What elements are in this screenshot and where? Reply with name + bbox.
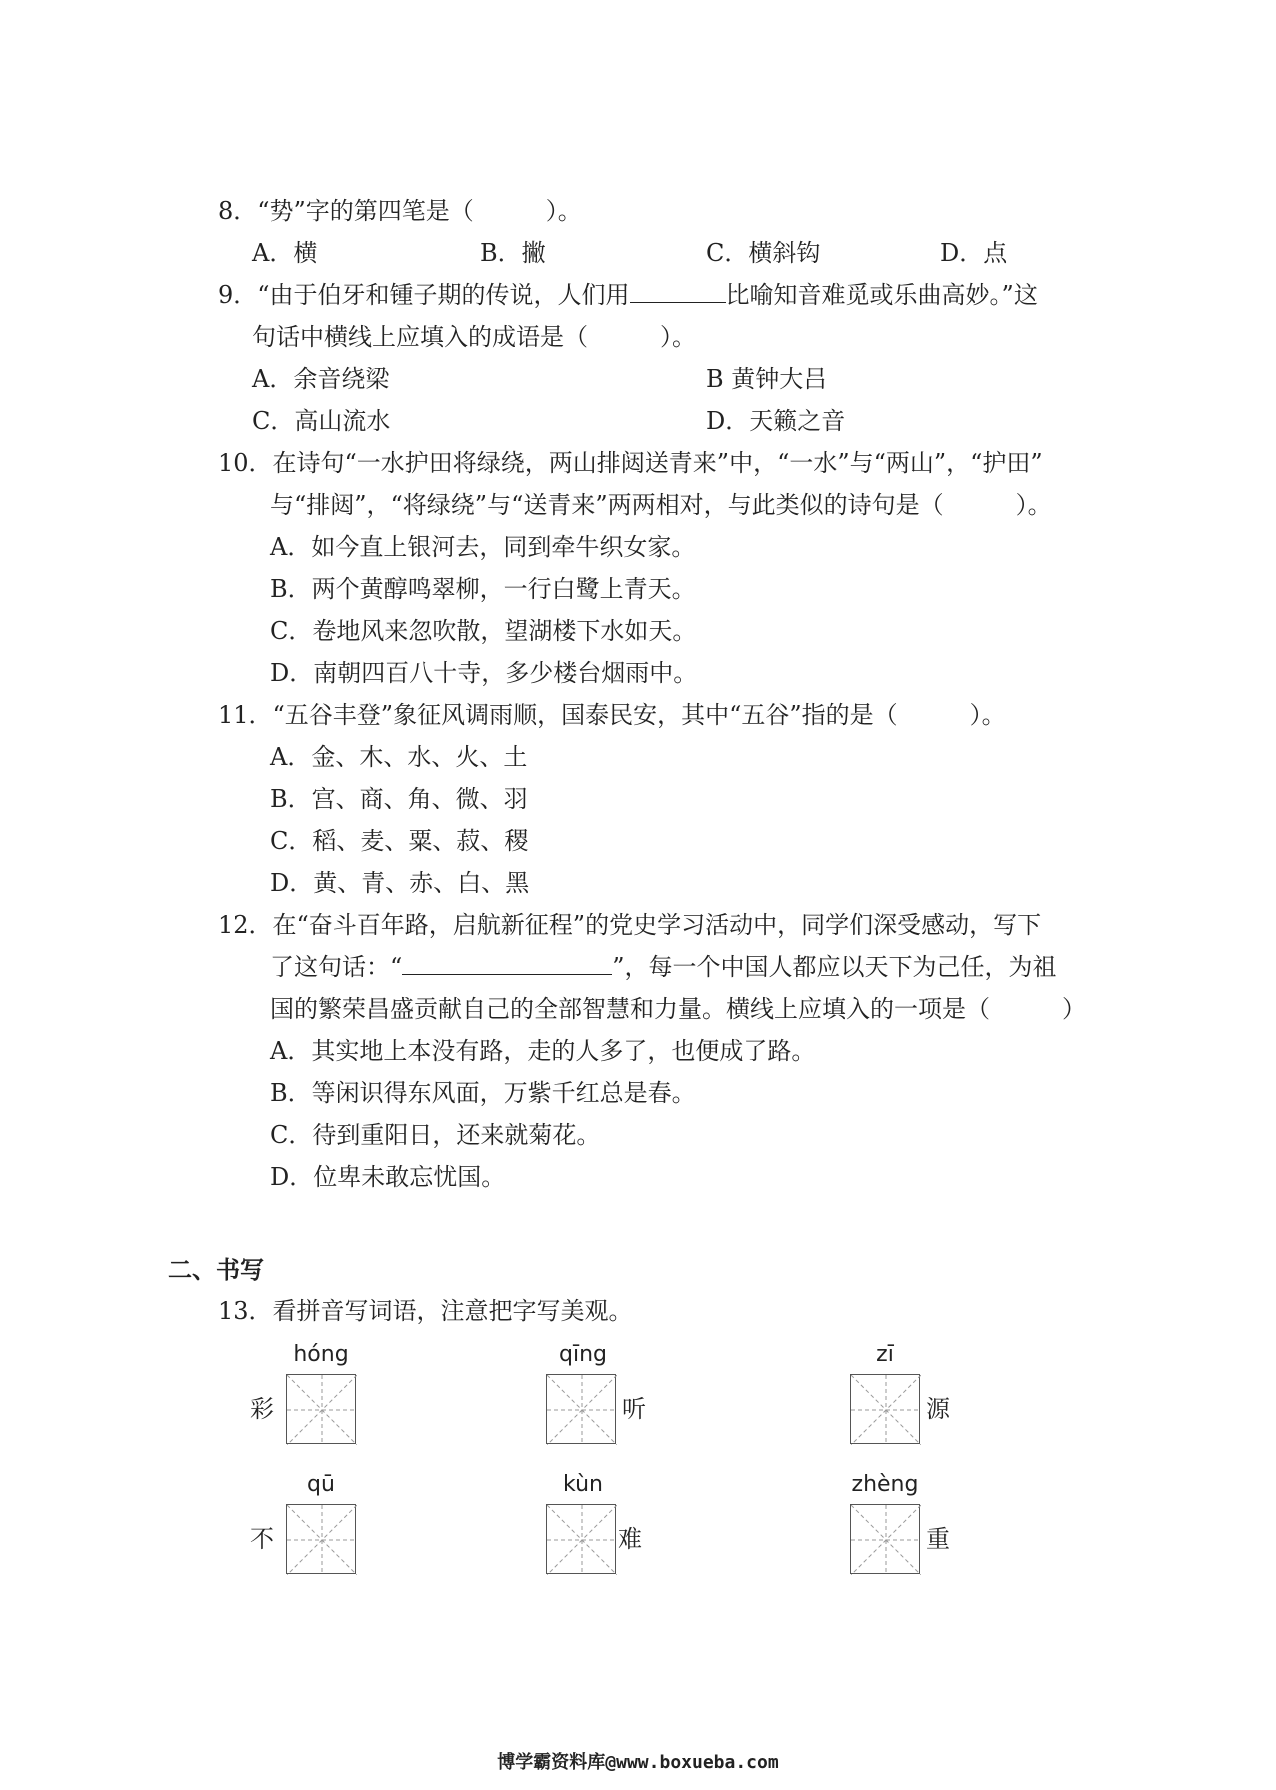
q13-char-4: 不	[250, 1525, 274, 1553]
q12-stem-line2	[270, 952, 1057, 982]
q9-stem-line2: 句话中横线上应填入的成语是（ ）。	[252, 323, 696, 351]
q8-option-b[interactable]: B．撇	[480, 239, 546, 267]
q12-stem-line1: 12．在“奋斗百年路，启航新征程”的党史学习活动中，同学们深受感动，写下	[218, 911, 1042, 939]
q13-char-1: 彩	[250, 1395, 274, 1423]
q10-stem-line1: 10．在诗句“一水护田将绿绕，两山排闼送青来”中，“一水”与“两山”，“护田”	[218, 449, 1043, 477]
q10-option-d[interactable]: D．南朝四百八十寺，多少楼台烟雨中。	[270, 659, 698, 687]
q13-pinyin-6: zhèng	[851, 1472, 919, 1497]
q11-option-d[interactable]: D．黄、青、赤、白、黑	[270, 869, 530, 897]
q9-answer-blank[interactable]	[630, 280, 726, 303]
q9-option-d[interactable]: D．天籁之音	[706, 407, 846, 435]
q13-stem: 13．看拼音写词语，注意把字写美观。	[218, 1297, 633, 1325]
q13-writing-box-2[interactable]	[546, 1374, 616, 1444]
q8-option-c[interactable]: C．横斜钩	[706, 239, 821, 267]
q13-char-2: 听	[622, 1395, 646, 1423]
q13-char-6: 重	[926, 1525, 950, 1553]
grid-guide-icon	[547, 1375, 617, 1445]
q10-option-c[interactable]: C．卷地风来忽吹散，望湖楼下水如天。	[270, 617, 697, 645]
q13-writing-box-5[interactable]	[546, 1504, 616, 1574]
q12-stem-line3: 国的繁荣昌盛贡献自己的全部智慧和力量。横线上应填入的一项是（ ）	[270, 995, 1086, 1023]
q9-option-c[interactable]: C．高山流水	[252, 407, 391, 435]
q10-stem-line2: 与“排闼”，“将绿绕”与“送青来”两两相对，与此类似的诗句是（ ）。	[270, 491, 1052, 519]
q13-writing-box-3[interactable]	[850, 1374, 920, 1444]
q12-option-c[interactable]: C．待到重阳日，还来就菊花。	[270, 1121, 601, 1149]
q13-writing-box-1[interactable]	[286, 1374, 356, 1444]
q13-writing-box-4[interactable]	[286, 1504, 356, 1574]
q12-stem-b2: ”，每一个中国人都应以天下为己任，为祖	[612, 953, 1057, 981]
q12-option-d[interactable]: D．位卑未敢忘忧国。	[270, 1163, 506, 1191]
q9-stem-a: 9．“由于伯牙和锺子期的传说，人们用	[218, 281, 630, 309]
q10-option-b[interactable]: B．两个黄醇鸣翠柳，一行白鹭上青天。	[270, 575, 696, 603]
q9-option-b[interactable]: B 黄钟大吕	[706, 365, 828, 393]
q11-option-a[interactable]: A．金、木、水、火、土	[270, 743, 528, 771]
grid-guide-icon	[547, 1505, 617, 1575]
q12-answer-blank[interactable]	[402, 952, 612, 975]
q13-pinyin-5: kùn	[563, 1472, 603, 1497]
q9-option-a[interactable]: A．余音绕梁	[252, 365, 390, 393]
q12-option-b[interactable]: B．等闲识得东风面，万紫千红总是春。	[270, 1079, 696, 1107]
q8-option-d[interactable]: D．点	[940, 239, 1008, 267]
q10-option-a[interactable]: A．如今直上银河去，同到牵牛织女家。	[270, 533, 696, 561]
q8-option-a[interactable]: A．横	[252, 239, 318, 267]
q13-pinyin-2: qīng	[559, 1342, 607, 1367]
q13-char-5: 难	[618, 1525, 642, 1553]
q11-option-c[interactable]: C．稻、麦、粟、菽、稷	[270, 827, 529, 855]
q13-char-3: 源	[926, 1395, 950, 1423]
q11-stem: 11．“五谷丰登”象征风调雨顺，国泰民安，其中“五谷”指的是（ ）。	[218, 701, 1006, 729]
q13-pinyin-1: hóng	[293, 1342, 349, 1367]
grid-guide-icon	[287, 1375, 357, 1445]
grid-guide-icon	[851, 1505, 921, 1575]
q13-pinyin-3: zī	[876, 1342, 894, 1367]
grid-guide-icon	[287, 1505, 357, 1575]
q9-stem-b: 比喻知音难觅或乐曲高妙。”这	[725, 281, 1038, 309]
q12-stem-b1: 了这句话：“	[270, 953, 403, 981]
q8-stem: 8．“势”字的第四笔是（ ）。	[218, 197, 582, 225]
q13-writing-box-6[interactable]	[850, 1504, 920, 1574]
q11-option-b[interactable]: B．宫、商、角、微、羽	[270, 785, 528, 813]
section-title: 二、书写	[168, 1256, 264, 1284]
footer-watermark: 博学霸资料库@www.boxueba.com	[497, 1752, 779, 1773]
q12-option-a[interactable]: A．其实地上本没有路，走的人多了，也便成了路。	[270, 1037, 816, 1065]
q13-pinyin-4: qū	[307, 1472, 335, 1497]
grid-guide-icon	[851, 1375, 921, 1445]
q9-stem-line1	[218, 280, 1038, 310]
